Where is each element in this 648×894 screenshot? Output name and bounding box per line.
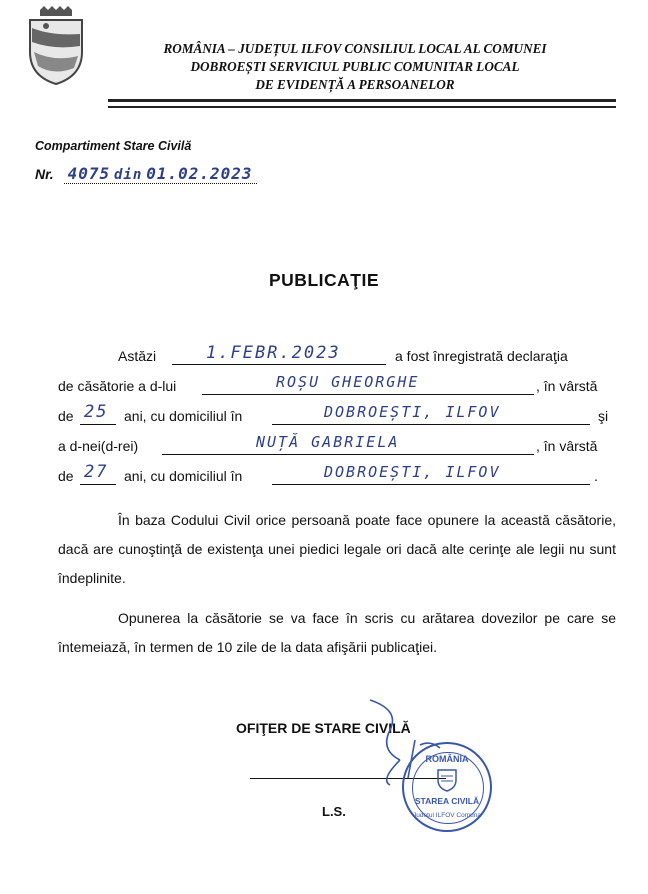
opposition-paragraph: În baza Codului Civil orice persoană poate face opunere la această căsătorie, dacă are cunoştinţă de existenţa unei piedici legale ori dacă alte cerinţe ale legii nu sunt îndeplinite. <box>58 512 616 586</box>
husband-de-label: de <box>58 408 74 424</box>
stamp-center-text: STAREA CIVILĂ <box>414 796 480 806</box>
official-stamp <box>402 742 492 832</box>
husband-domicile: DOBROEȘTI, ILFOV <box>324 403 501 421</box>
husband-domicile-label: ani, cu domiciliul în <box>124 408 243 424</box>
wife-age-suffix: , în vârstă <box>536 438 598 454</box>
registration-value: 4075 <box>67 164 111 183</box>
registration-label: Nr. <box>35 166 54 182</box>
husband-name: ROȘU GHEORGHE <box>276 373 420 391</box>
wife-de-label: de <box>58 468 74 484</box>
seal-label: L.S. <box>322 804 346 819</box>
husband-prefix: de căsătorie a d-lui <box>58 378 177 394</box>
coat-of-arms-icon <box>24 6 88 86</box>
document-title: PUBLICAŢIE <box>269 270 379 290</box>
institution-header <box>120 40 590 94</box>
compartment-label: Compartiment Stare Civilă <box>35 139 192 153</box>
registered-text: a fost înregistrată declaraţia <box>395 348 568 364</box>
stamp-top-text: ROMÂNIA <box>425 754 469 764</box>
registration-connector: din <box>114 167 143 183</box>
stamp-ring-text: Județul ILFOV Comuna <box>413 812 481 819</box>
si-label: şi <box>598 408 609 424</box>
astazi-label: Astăzi <box>118 348 157 364</box>
header-line-3: DE EVIDENȚĂ A PERSOANELOR <box>255 77 455 92</box>
husband-age: 25 <box>84 402 109 422</box>
stamp-crest-icon <box>436 766 458 792</box>
header-rule-bottom <box>108 106 616 108</box>
header-line-2: DOBROEȘTI SERVICIUL PUBLIC COMUNITAR LOCAL <box>190 59 520 74</box>
end-dot: . <box>594 468 598 484</box>
registration-number <box>35 164 257 184</box>
declaration-date: 1.FEBR.2023 <box>206 343 341 363</box>
header-line-1: ROMÂNIA – JUDEȚUL ILFOV CONSILIUL LOCAL AL COMUNEI <box>163 41 547 56</box>
officer-title: OFIŢER DE STARE CIVILĂ <box>236 720 411 736</box>
wife-domicile-label: ani, cu domiciliul în <box>124 468 243 484</box>
wife-name: NUȚĂ GABRIELA <box>256 433 400 451</box>
header-rule-top <box>108 99 616 102</box>
registration-date: 01.02.2023 <box>146 164 253 183</box>
wife-prefix: a d-nei(d-rei) <box>58 438 139 454</box>
procedure-paragraph: Opunerea la căsătorie se va face în scris cu arătarea dovezilor pe care se întemeiază, în termen de 10 zile de la data afişării publicaţiei. <box>58 610 616 655</box>
wife-age: 27 <box>84 462 109 482</box>
wife-domicile: DOBROEȘTI, ILFOV <box>324 463 501 481</box>
husband-age-suffix: , în vârstă <box>536 378 598 394</box>
